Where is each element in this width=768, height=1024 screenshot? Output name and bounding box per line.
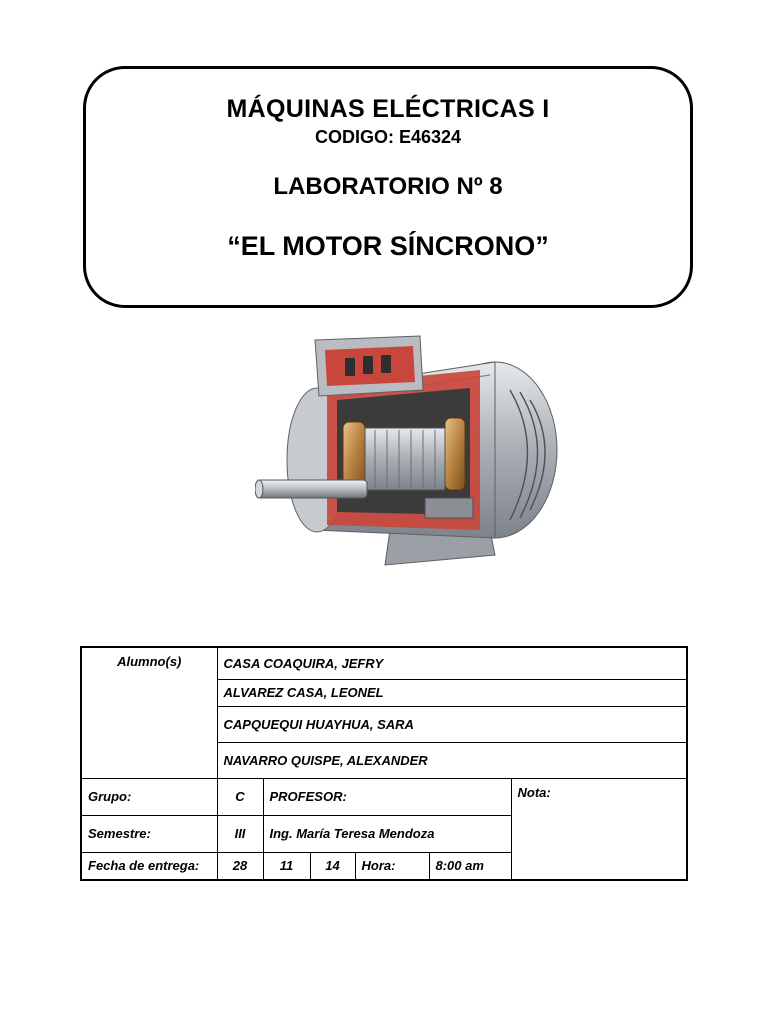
student-name-2: ALVAREZ CASA, LEONEL xyxy=(217,679,687,706)
student-info-table xyxy=(80,646,688,881)
table-row xyxy=(81,647,687,679)
delivery-date-label: Fecha de entrega: xyxy=(81,852,217,880)
student-name-3: CAPQUEQUI HUAYHUA, SARA xyxy=(217,706,687,742)
title-box xyxy=(83,66,693,308)
group-value: C xyxy=(217,778,263,815)
course-title: MÁQUINAS ELÉCTRICAS I xyxy=(226,95,550,123)
professor-name: Ing. María Teresa Mendoza xyxy=(263,815,511,852)
lab-number: LABORATORIO Nº 8 xyxy=(273,173,503,200)
delivery-month: 11 xyxy=(263,852,310,880)
delivery-day: 28 xyxy=(217,852,263,880)
students-label: Alumno(s) xyxy=(81,647,217,778)
student-name-4: NAVARRO QUISPE, ALEXANDER xyxy=(217,742,687,778)
course-code: CODIGO: E46324 xyxy=(314,127,462,147)
time-label: Hora: xyxy=(355,852,429,880)
table-row xyxy=(81,778,687,815)
time-value: 8:00 am xyxy=(429,852,511,880)
delivery-year: 14 xyxy=(310,852,355,880)
lab-topic: “EL MOTOR SÍNCRONO” xyxy=(227,231,549,261)
grade-label: Nota: xyxy=(511,778,687,880)
semester-label: Semestre: xyxy=(81,815,217,852)
student-name-1: CASA COAQUIRA, JEFRY xyxy=(217,647,687,679)
motor-cutaway-image xyxy=(255,330,560,586)
professor-label: PROFESOR: xyxy=(263,778,511,815)
group-label: Grupo: xyxy=(81,778,217,815)
semester-value: III xyxy=(217,815,263,852)
